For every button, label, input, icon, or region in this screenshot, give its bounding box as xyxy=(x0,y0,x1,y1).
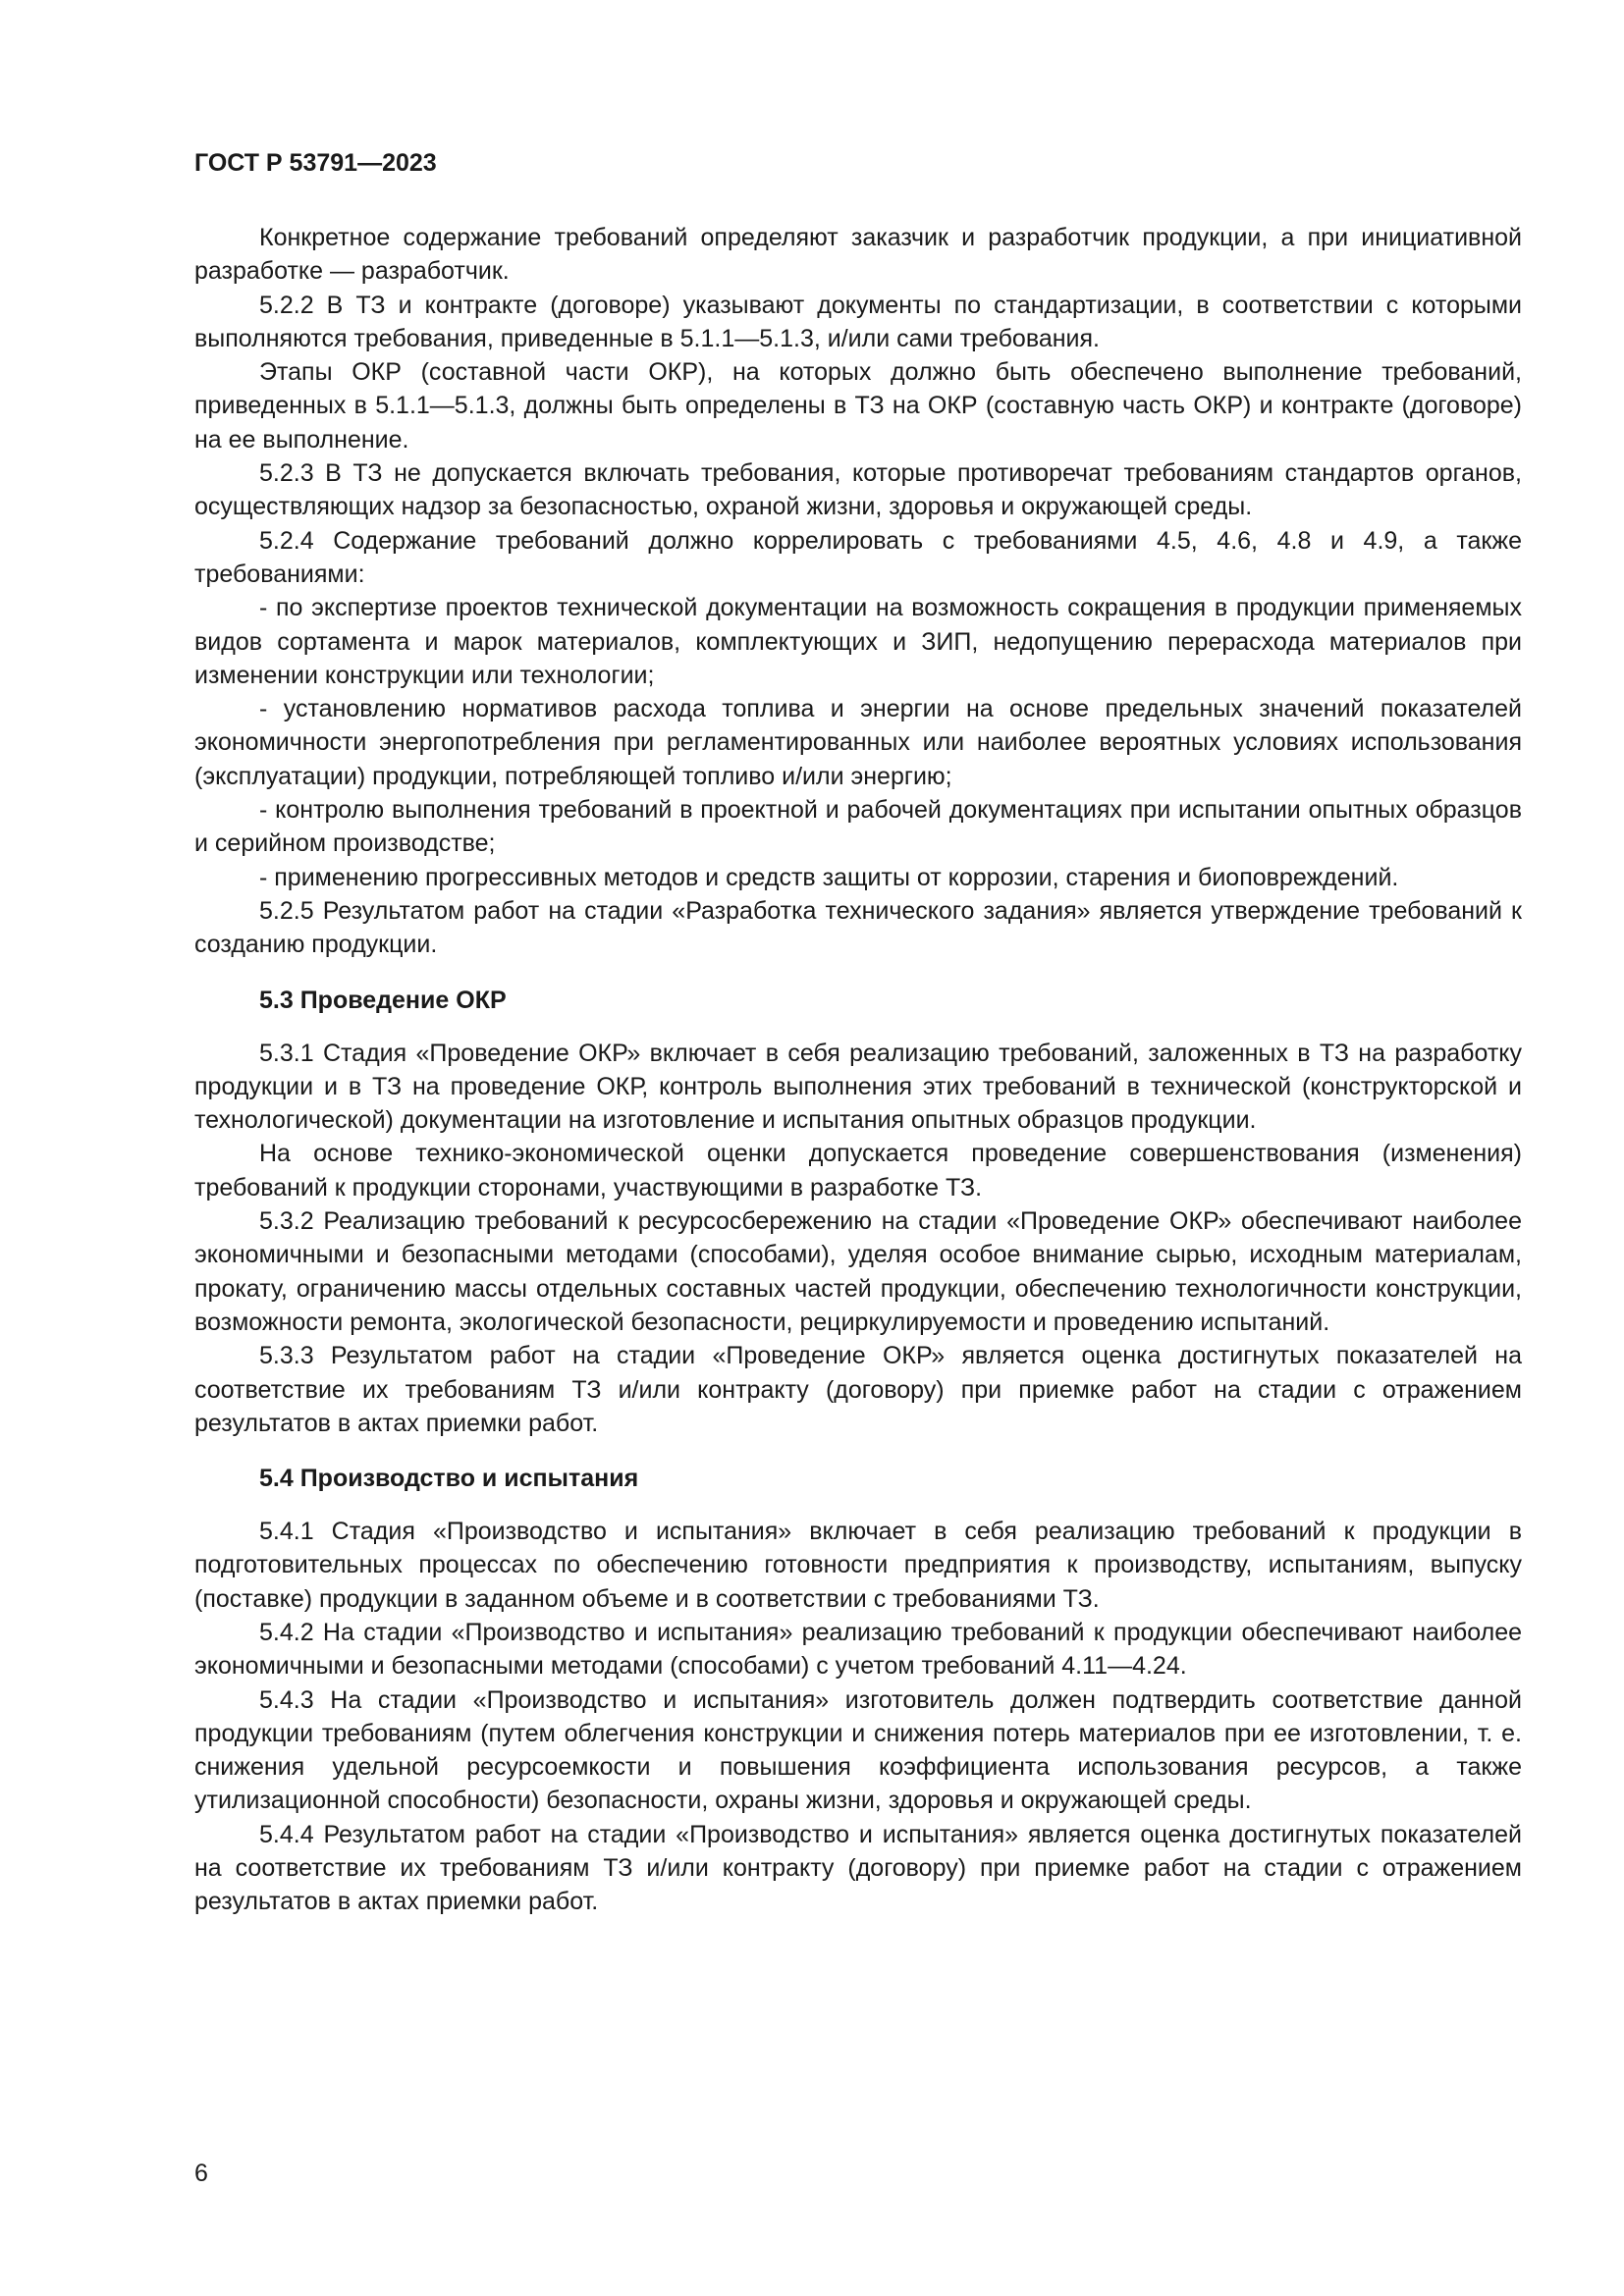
paragraph: Конкретное содержание требований определяют заказчик и разработчик продукции, а при инициативной разработке — разработчик. xyxy=(194,224,1522,286)
paragraph: 5.4.4 Результатом работ на стадии «Производство и испытания» является оценка достигнутых показателей на соответствие их требованиям ТЗ и/или контракту (договору) при приемке работ на стадии с отражением результатов в актах приемки работ. xyxy=(194,1820,1522,1916)
document-id-header: ГОСТ Р 53791—2023 xyxy=(194,149,437,177)
paragraph: 5.2.5 Результатом работ на стадии «Разработка технического задания» является утверждение требований к созданию продукции. xyxy=(194,896,1522,959)
paragraph: На основе технико-экономической оценки допускается проведение совершенствования (изменения) требований к продукции сторонами, участвующими в разработке ТЗ. xyxy=(194,1140,1522,1201)
section-heading-5-3: 5.3 Проведение ОКР xyxy=(259,986,507,1014)
document-body xyxy=(194,221,1522,1919)
paragraph: 5.3.1 Стадия «Проведение ОКР» включает в себя реализацию требований, заложенных в ТЗ на разработку продукции и в ТЗ на проведение ОКР, контроль выполнения этих требований в технической (конструкторской и технологической) документации на изготовление и испытания опытных образцов продукции. xyxy=(194,1039,1522,1135)
paragraph: 5.2.4 Содержание требований должно коррелировать с требованиями 4.5, 4.6, 4.8 и 4.9, а также требованиями: xyxy=(194,526,1522,588)
paragraph: 5.2.2 В ТЗ и контракте (договоре) указывают документы по стандартизации, в соответствии с которыми выполняются требования, приведенные в 5.1.1—5.1.3, и/или сами требования. xyxy=(194,291,1522,352)
paragraph: 5.3.3 Результатом работ на стадии «Проведение ОКР» является оценка достигнутых показателей на соответствие их требованиям ТЗ и/или контракту (договору) при приемке работ на стадии с отражением результатов в актах приемки работ. xyxy=(194,1342,1522,1437)
section-heading-5-4: 5.4 Производство и испытания xyxy=(259,1465,639,1493)
list-item: - контролю выполнения требований в проектной и рабочей документациях при испытании опытных образцов и серийном производстве; xyxy=(194,796,1522,858)
list-item: - по экспертизе проектов технической документации на возможность сокращения в продукции применяемых видов сортамента и марок материалов, комплектующих и ЗИП, недопущению перерасхода материалов при изменении конструкции или технологии; xyxy=(194,594,1522,689)
paragraph: Этапы ОКР (составной части ОКР), на которых должно быть обеспечено выполнение требований, приведенных в 5.1.1—5.1.3, должны быть определены в ТЗ на ОКР (составную часть ОКР) и контракте (договоре) на ее выполнение. xyxy=(194,358,1522,454)
list-item: - применению прогрессивных методов и средств защиты от коррозии, старения и биоповреждений. xyxy=(259,863,1399,891)
page-number: 6 xyxy=(194,2160,208,2187)
paragraph: 5.4.2 На стадии «Производство и испытания» реализацию требований к продукции обеспечивают наиболее экономичными и безопасными методами (способами) с учетом требований 4.11—4.24. xyxy=(194,1618,1522,1681)
paragraph: 5.3.2 Реализацию требований к ресурсосбережению на стадии «Проведение ОКР» обеспечивают наиболее экономичными и безопасными методами (способами), уделяя особое внимание сырью, исходным материалам, прокату, ограничению массы отдельных составных частей продукции, обеспечению технологичности конструкции, возможности ремонта, экологической безопасности, рециркулируемости и проведению испытаний. xyxy=(194,1207,1522,1336)
paragraph: 5.2.3 В ТЗ не допускается включать требования, которые противоречат требованиям стандартов органов, осуществляющих надзор за безопасностью, охраной жизни, здоровья и окружающей среды. xyxy=(194,459,1522,521)
paragraph: 5.4.1 Стадия «Производство и испытания» включает в себя реализацию требований к продукции в подготовительных процессах по обеспечению готовности предприятия к производству, испытаниям, выпуску (поставке) продукции в заданном объеме и в соответствии с требованиями ТЗ. xyxy=(194,1518,1522,1613)
paragraph: 5.4.3 На стадии «Производство и испытания» изготовитель должен подтвердить соответствие данной продукции требованиям (путем облегчения конструкции и снижения потерь материалов при ее изготовлении, т. е. снижения удельной ресурсоемкости и повышения коэффициента использования ресурсов, а также утилизационной способности) безопасности, охраны жизни, здоровья и окружающей среды. xyxy=(194,1685,1522,1815)
list-item: - установлению нормативов расхода топлива и энергии на основе предельных значений показателей экономичности энергопотребления при регламентированных или наиболее вероятных условиях использования (эксплуатации) продукции, потребляющей топливо и/или энергию; xyxy=(194,695,1522,790)
